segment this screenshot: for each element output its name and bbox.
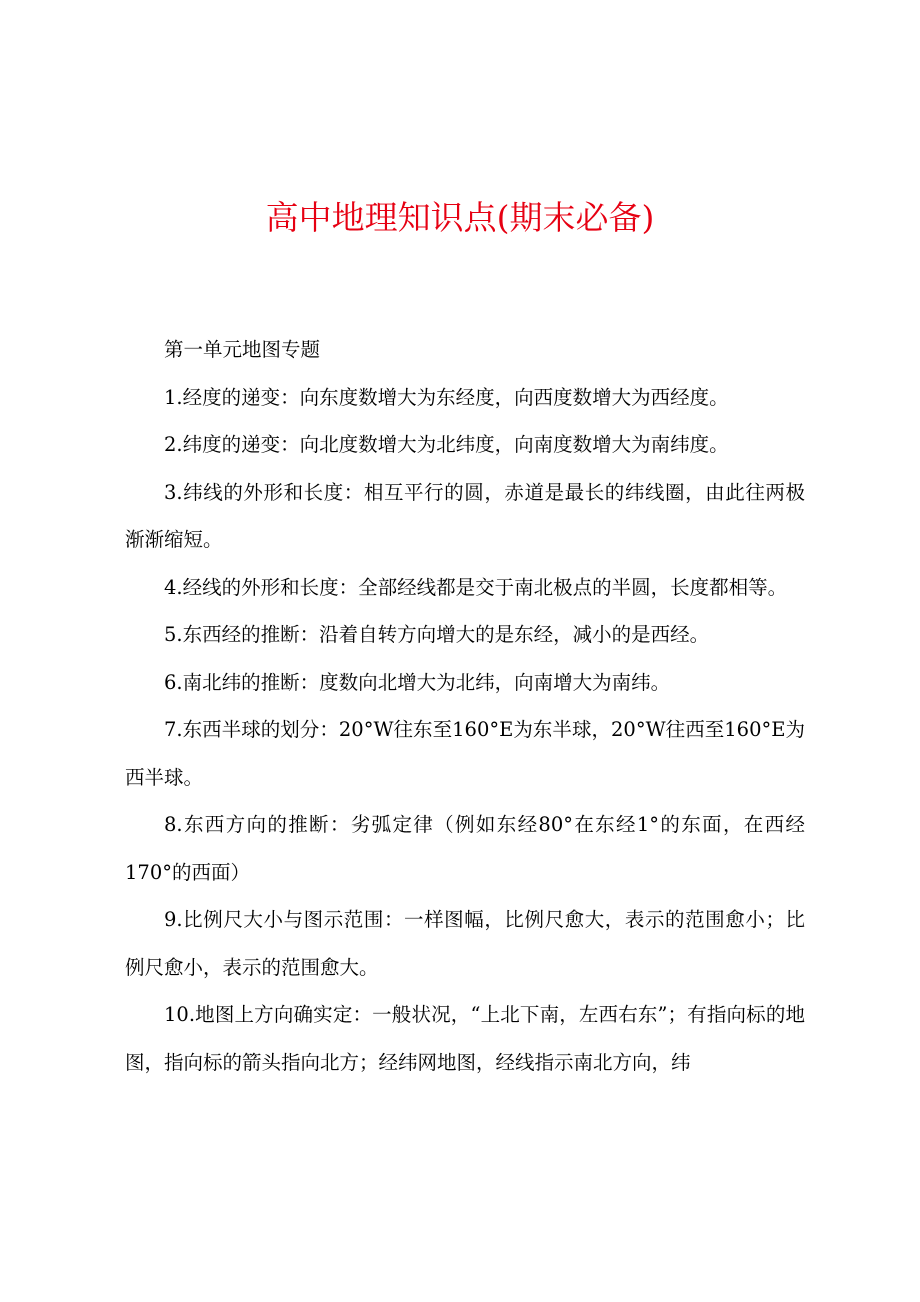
paragraph-8: 8.东西方向的推断：劣弧定律（例如东经80°在东经1°的东面，在西经170°的西面） — [125, 813, 805, 884]
paragraph-10: 10.地图上方向确实定：一般状况，“上北下南，左西右东”；有指向标的地图，指向标的箭头指向北方；经纬网地图，经线指示南北方向，纬 — [125, 1003, 805, 1074]
paragraph-1: 1.经度的递变：向东度数增大为东经度，向西度数增大为西经度。 — [164, 385, 729, 409]
document-body — [125, 326, 805, 1086]
section-heading: 第一单元地图专题 — [164, 338, 321, 361]
paragraph-3: 3.纬线的外形和长度：相互平行的圆，赤道是最长的纬线圈，由此往两极渐渐缩短。 — [125, 480, 805, 551]
paragraph-6: 6.南北纬的推断：度数向北增大为北纬，向南增大为南纬。 — [164, 670, 671, 694]
paragraph-2: 2.纬度的递变：向北度数增大为北纬度，向南度数增大为南纬度。 — [164, 433, 729, 456]
paragraph-7: 7.东西半球的划分：20°W往东至160°E为东半球，20°W往西至160°E为西半球。 — [125, 718, 805, 789]
paragraph-4: 4.经线的外形和长度：全部经线都是交于南北极点的半圆，长度都相等。 — [164, 575, 788, 599]
document-title: 高中地理知识点(期末必备) — [265, 198, 655, 237]
paragraph-9: 9.比例尺大小与图示范围：一样图幅，比例尺愈大，表示的范围愈小；比例尺愈小，表示的范围愈大。 — [125, 908, 805, 979]
paragraph-5: 5.东西经的推断：沿着自转方向增大的是东经，减小的是西经。 — [164, 623, 710, 646]
